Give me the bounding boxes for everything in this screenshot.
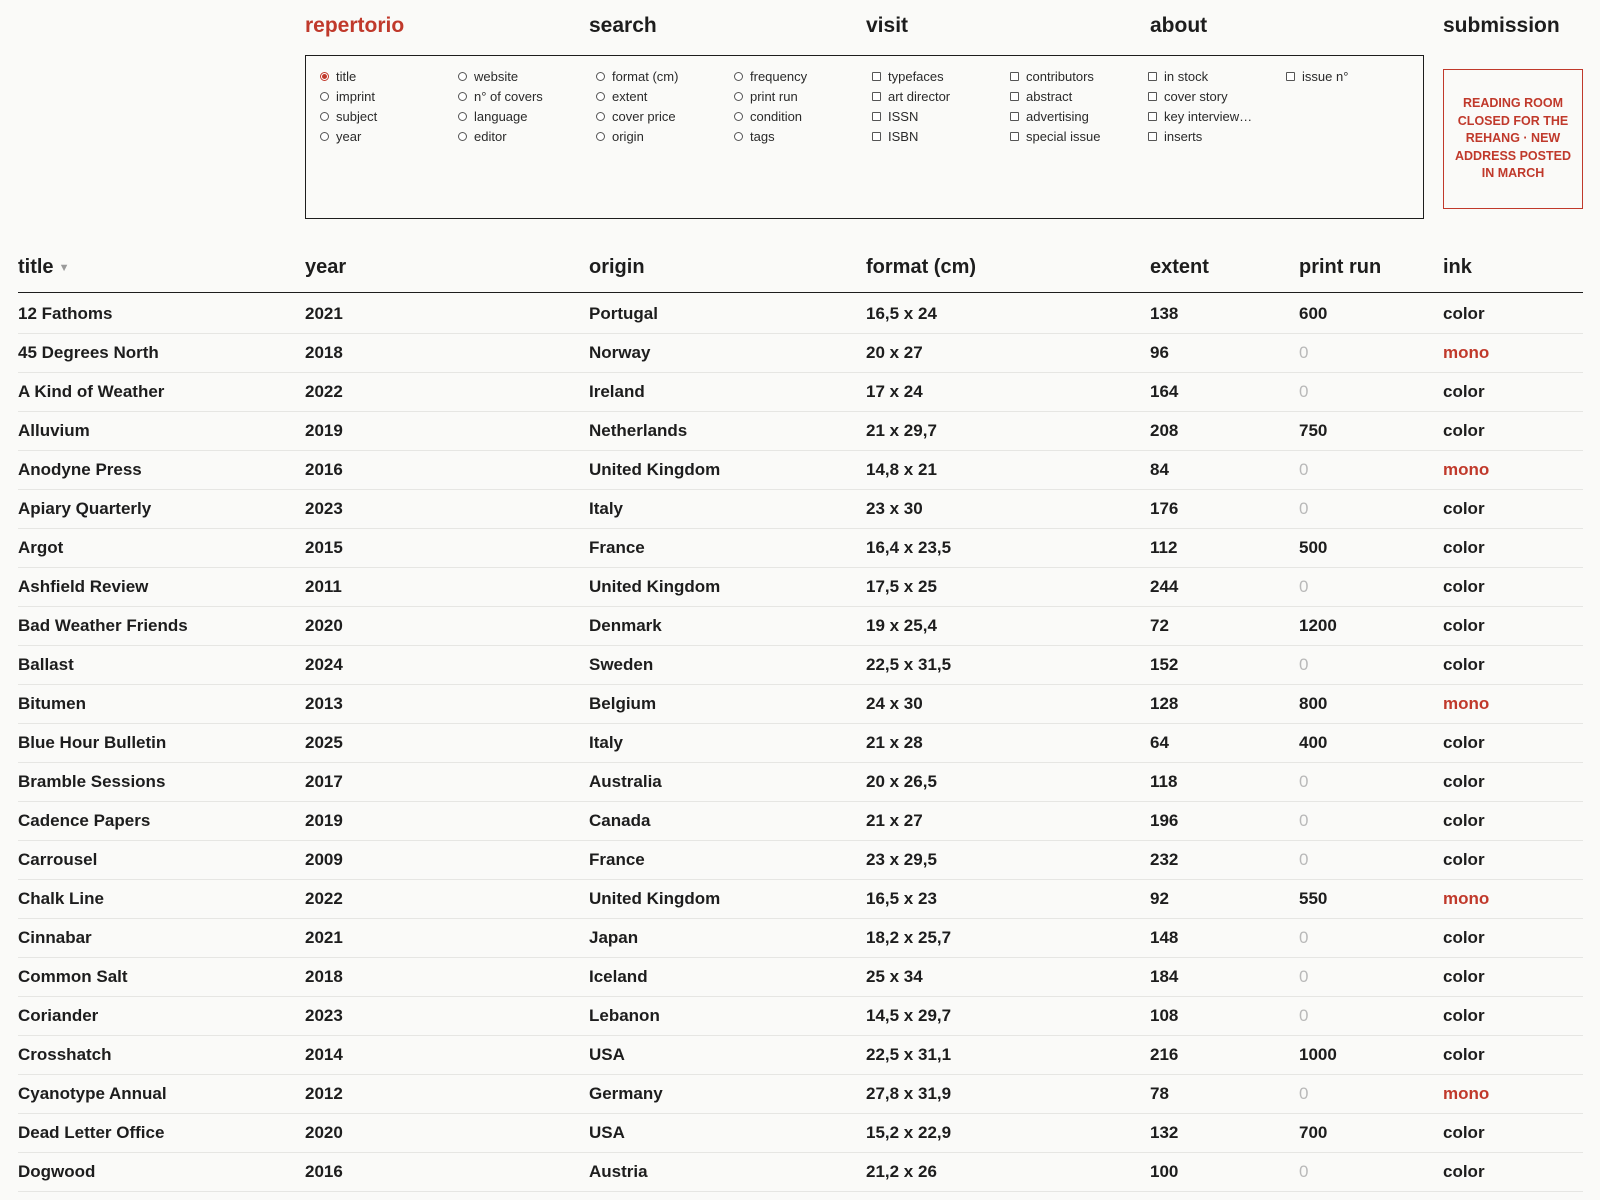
cell-print-run: 0 bbox=[1299, 499, 1309, 518]
cell-extent: 138 bbox=[1150, 304, 1179, 323]
cell-title[interactable]: Crosshatch bbox=[18, 1045, 112, 1064]
cell-origin: France bbox=[589, 538, 645, 557]
notice-text: READING ROOM CLOSED FOR THE REHANG · NEW ADDRESS POSTED IN MARCH bbox=[1455, 96, 1571, 181]
option-label: contributors bbox=[1026, 69, 1094, 84]
option-label: website bbox=[474, 69, 519, 84]
search-option-advertising[interactable] bbox=[1010, 109, 1089, 124]
option-label: issue n° bbox=[1302, 69, 1349, 84]
cell-format: 14,5 x 29,7 bbox=[866, 1006, 952, 1025]
cell-print-run: 0 bbox=[1299, 850, 1309, 869]
search-option-cover-story[interactable] bbox=[1148, 89, 1228, 104]
option-label: year bbox=[336, 129, 362, 144]
cell-origin: United Kingdom bbox=[589, 460, 721, 479]
cell-year: 2012 bbox=[305, 1084, 343, 1103]
cell-format: 20 x 27 bbox=[866, 343, 923, 362]
cell-title[interactable]: Dead Letter Office bbox=[18, 1123, 165, 1142]
table-row[interactable] bbox=[18, 295, 1583, 334]
radio-button[interactable] bbox=[596, 92, 605, 101]
cell-year: 2013 bbox=[305, 694, 343, 713]
checkbox[interactable] bbox=[1010, 92, 1019, 101]
cell-year: 2018 bbox=[305, 967, 343, 986]
radio-button[interactable] bbox=[596, 132, 605, 141]
cell-extent: 100 bbox=[1150, 1162, 1179, 1181]
cell-year: 2025 bbox=[305, 733, 343, 752]
option-label: imprint bbox=[336, 89, 376, 104]
cell-origin: USA bbox=[589, 1045, 625, 1064]
option-label: abstract bbox=[1026, 89, 1073, 104]
cell-origin: Japan bbox=[589, 928, 639, 947]
table-row[interactable] bbox=[18, 724, 1583, 763]
cell-extent: 196 bbox=[1150, 811, 1179, 830]
cell-print-run: 0 bbox=[1299, 382, 1309, 401]
checkbox[interactable] bbox=[1148, 112, 1157, 121]
table-row[interactable] bbox=[18, 529, 1583, 568]
option-label: special issue bbox=[1026, 129, 1101, 144]
cell-title[interactable]: Dogwood bbox=[18, 1162, 96, 1181]
table-row[interactable] bbox=[18, 880, 1583, 919]
cell-print-run: 0 bbox=[1299, 967, 1309, 986]
cell-extent: 176 bbox=[1150, 499, 1179, 518]
option-label: in stock bbox=[1164, 69, 1209, 84]
sort-down-icon[interactable]: ▼ bbox=[58, 262, 70, 274]
cell-origin: Denmark bbox=[589, 616, 662, 635]
nav-search[interactable]: search bbox=[589, 14, 657, 37]
cell-extent: 72 bbox=[1150, 616, 1169, 635]
search-option-n-of-covers[interactable] bbox=[458, 89, 543, 104]
cell-year: 2011 bbox=[305, 577, 342, 596]
search-option-extent[interactable] bbox=[596, 89, 647, 104]
cell-print-run: 0 bbox=[1299, 577, 1309, 596]
cell-ink: color bbox=[1443, 382, 1485, 401]
header-year[interactable]: year bbox=[305, 256, 347, 278]
search-option-subject[interactable] bbox=[320, 109, 377, 124]
cell-format: 21 x 27 bbox=[866, 811, 923, 830]
cell-print-run: 1200 bbox=[1299, 616, 1337, 635]
cell-year: 2009 bbox=[305, 850, 343, 869]
cell-format: 22,5 x 31,1 bbox=[866, 1045, 952, 1064]
checkbox[interactable] bbox=[872, 92, 881, 101]
cell-format: 16,4 x 23,5 bbox=[866, 538, 952, 557]
cell-extent: 108 bbox=[1150, 1006, 1179, 1025]
option-label: inserts bbox=[1164, 129, 1203, 144]
cell-extent: 128 bbox=[1150, 694, 1179, 713]
cell-ink: color bbox=[1443, 616, 1485, 635]
cell-print-run: 500 bbox=[1299, 538, 1328, 557]
checkbox[interactable] bbox=[872, 112, 881, 121]
option-label: extent bbox=[612, 89, 648, 104]
option-label: subject bbox=[336, 109, 378, 124]
table-row[interactable] bbox=[18, 997, 1583, 1036]
cell-title[interactable]: Bramble Sessions bbox=[18, 772, 166, 791]
radio-button[interactable] bbox=[734, 112, 743, 121]
radio-button[interactable] bbox=[734, 132, 743, 141]
cell-print-run: 700 bbox=[1299, 1123, 1328, 1142]
search-option-inserts[interactable] bbox=[1148, 129, 1202, 144]
cell-origin: Lebanon bbox=[589, 1006, 660, 1025]
header-print-run[interactable]: print run bbox=[1299, 256, 1382, 278]
cell-title[interactable]: Ballast bbox=[18, 655, 74, 674]
header-title-label: title bbox=[18, 256, 54, 278]
radio-button[interactable] bbox=[734, 92, 743, 101]
search-option-cover-price[interactable] bbox=[596, 109, 676, 124]
table-row[interactable] bbox=[18, 1075, 1583, 1114]
cell-origin: Netherlands bbox=[589, 421, 688, 440]
table-row[interactable] bbox=[18, 334, 1583, 373]
option-label: cover story bbox=[1164, 89, 1228, 104]
table-row[interactable] bbox=[18, 373, 1583, 412]
cell-extent: 208 bbox=[1150, 421, 1179, 440]
cell-origin: Sweden bbox=[589, 655, 654, 674]
cell-year: 2023 bbox=[305, 1006, 343, 1025]
cell-ink: color bbox=[1443, 811, 1485, 830]
radio-button[interactable] bbox=[596, 72, 605, 81]
cell-format: 21 x 28 bbox=[866, 733, 923, 752]
table-row[interactable] bbox=[18, 607, 1583, 646]
cell-print-run: 0 bbox=[1299, 928, 1309, 947]
option-label: typefaces bbox=[888, 69, 944, 84]
cell-format: 18,2 x 25,7 bbox=[866, 928, 952, 947]
checkbox[interactable] bbox=[1286, 72, 1295, 81]
cell-format: 21 x 29,7 bbox=[866, 421, 937, 440]
cell-title[interactable]: Blue Hour Bulletin bbox=[18, 733, 167, 752]
radio-button[interactable] bbox=[458, 132, 467, 141]
option-label: frequency bbox=[750, 69, 808, 84]
cell-extent: 232 bbox=[1150, 850, 1179, 869]
search-option-special-issue[interactable] bbox=[1010, 129, 1100, 144]
cell-ink: color bbox=[1443, 1162, 1485, 1181]
cell-ink: color bbox=[1443, 928, 1485, 947]
cell-title[interactable]: Alluvium bbox=[18, 421, 90, 440]
table-row[interactable] bbox=[18, 958, 1583, 997]
table-row[interactable] bbox=[18, 1036, 1583, 1075]
cell-ink: color bbox=[1443, 1006, 1485, 1025]
cell-format: 22,5 x 31,5 bbox=[866, 655, 952, 674]
cell-extent: 92 bbox=[1150, 889, 1169, 908]
radio-button[interactable] bbox=[320, 132, 329, 141]
cell-ink: mono bbox=[1443, 694, 1490, 713]
cell-extent: 132 bbox=[1150, 1123, 1179, 1142]
cell-format: 19 x 25,4 bbox=[866, 616, 937, 635]
cell-origin: Italy bbox=[589, 733, 624, 752]
option-label: ISBN bbox=[888, 129, 919, 144]
cell-print-run: 1000 bbox=[1299, 1045, 1337, 1064]
cell-print-run: 400 bbox=[1299, 733, 1328, 752]
option-label: editor bbox=[474, 129, 507, 144]
cell-extent: 84 bbox=[1150, 460, 1169, 479]
cell-ink: color bbox=[1443, 850, 1485, 869]
cell-print-run: 0 bbox=[1299, 655, 1309, 674]
cell-ink: color bbox=[1443, 304, 1485, 323]
option-label: ISSN bbox=[888, 109, 919, 124]
cell-title[interactable]: Bitumen bbox=[18, 694, 86, 713]
search-option-year[interactable] bbox=[320, 129, 361, 144]
table-row[interactable] bbox=[18, 802, 1583, 841]
table-row[interactable] bbox=[18, 646, 1583, 685]
cell-extent: 118 bbox=[1150, 772, 1178, 791]
cell-year: 2015 bbox=[305, 538, 343, 557]
cell-print-run: 0 bbox=[1299, 1162, 1309, 1181]
table-row[interactable] bbox=[18, 1153, 1583, 1192]
cell-format: 17 x 24 bbox=[866, 382, 923, 401]
cell-print-run: 750 bbox=[1299, 421, 1328, 440]
table-row[interactable] bbox=[18, 919, 1583, 958]
cell-extent: 112 bbox=[1150, 538, 1178, 557]
table-row[interactable] bbox=[18, 568, 1583, 607]
cell-format: 17,5 x 25 bbox=[866, 577, 937, 596]
cell-origin: Norway bbox=[589, 343, 651, 362]
cell-year: 2019 bbox=[305, 421, 343, 440]
cell-format: 27,8 x 31,9 bbox=[866, 1084, 952, 1103]
cell-origin: United Kingdom bbox=[589, 889, 721, 908]
cell-origin: Portugal bbox=[589, 304, 658, 323]
radio-button[interactable] bbox=[320, 72, 329, 81]
cell-print-run: 0 bbox=[1299, 343, 1309, 362]
search-option-tags[interactable] bbox=[734, 129, 775, 144]
option-label: tags bbox=[750, 129, 775, 144]
checkbox[interactable] bbox=[1148, 92, 1157, 101]
cell-origin: Iceland bbox=[589, 967, 648, 986]
search-option-website[interactable] bbox=[458, 69, 518, 84]
cell-format: 21,2 x 26 bbox=[866, 1162, 937, 1181]
cell-origin: Germany bbox=[589, 1084, 663, 1103]
search-option-editor[interactable] bbox=[458, 129, 507, 144]
cell-year: 2024 bbox=[305, 655, 343, 674]
option-label: title bbox=[336, 69, 357, 84]
option-label: condition bbox=[750, 109, 803, 124]
cell-extent: 152 bbox=[1150, 655, 1179, 674]
checkbox[interactable] bbox=[1010, 132, 1019, 141]
cell-ink: color bbox=[1443, 1123, 1485, 1142]
search-option-language[interactable] bbox=[458, 109, 528, 124]
cell-title[interactable]: Coriander bbox=[18, 1006, 99, 1025]
cell-year: 2021 bbox=[305, 304, 343, 323]
cell-print-run: 0 bbox=[1299, 460, 1309, 479]
table-row[interactable] bbox=[18, 1114, 1583, 1153]
cell-title[interactable]: Anodyne Press bbox=[18, 460, 142, 479]
option-label: art director bbox=[888, 89, 951, 104]
cell-ink: color bbox=[1443, 421, 1485, 440]
header-format[interactable]: format (cm) bbox=[866, 256, 977, 278]
cell-origin: Canada bbox=[589, 811, 651, 830]
radio-button[interactable] bbox=[458, 112, 467, 121]
cell-title[interactable]: Common Salt bbox=[18, 967, 128, 986]
nav-visit[interactable]: visit bbox=[866, 14, 909, 37]
cell-format: 20 x 26,5 bbox=[866, 772, 937, 791]
cell-title[interactable]: 45 Degrees North bbox=[18, 343, 159, 362]
cell-year: 2020 bbox=[305, 1123, 343, 1142]
header-origin[interactable]: origin bbox=[589, 256, 645, 278]
cell-ink: mono bbox=[1443, 343, 1490, 362]
checkbox[interactable] bbox=[1010, 112, 1019, 121]
cell-year: 2018 bbox=[305, 343, 343, 362]
cell-ink: color bbox=[1443, 538, 1485, 557]
option-label: format (cm) bbox=[612, 69, 679, 84]
cell-format: 25 x 34 bbox=[866, 967, 923, 986]
cell-title[interactable]: Cinnabar bbox=[18, 928, 92, 947]
search-option-key-interview[interactable] bbox=[1148, 109, 1252, 124]
header-extent[interactable]: extent bbox=[1150, 256, 1209, 278]
search-option-imprint[interactable] bbox=[320, 89, 375, 104]
radio-button[interactable] bbox=[320, 92, 329, 101]
cell-year: 2017 bbox=[305, 772, 343, 791]
cell-format: 24 x 30 bbox=[866, 694, 923, 713]
cell-year: 2014 bbox=[305, 1045, 343, 1064]
nav-submission[interactable]: submission bbox=[1443, 14, 1560, 37]
cell-origin: USA bbox=[589, 1123, 625, 1142]
option-label: key interview… bbox=[1164, 109, 1253, 124]
cell-origin: France bbox=[589, 850, 645, 869]
table-row[interactable] bbox=[18, 490, 1583, 529]
cell-print-run: 0 bbox=[1299, 1006, 1309, 1025]
cell-format: 16,5 x 24 bbox=[866, 304, 937, 323]
cell-print-run: 0 bbox=[1299, 811, 1309, 830]
cell-title[interactable]: Chalk Line bbox=[18, 889, 104, 908]
cell-ink: color bbox=[1443, 655, 1485, 674]
cell-origin: United Kingdom bbox=[589, 577, 721, 596]
radio-button[interactable] bbox=[596, 112, 605, 121]
cell-extent: 64 bbox=[1150, 733, 1169, 752]
table-row[interactable] bbox=[18, 685, 1583, 724]
cell-print-run: 0 bbox=[1299, 772, 1309, 791]
cell-extent: 96 bbox=[1150, 343, 1169, 362]
cell-year: 2021 bbox=[305, 928, 343, 947]
cell-print-run: 800 bbox=[1299, 694, 1328, 713]
search-option-frequency[interactable] bbox=[734, 69, 807, 84]
option-label: origin bbox=[612, 129, 644, 144]
search-option-title[interactable] bbox=[320, 69, 356, 84]
cell-year: 2016 bbox=[305, 1162, 343, 1181]
cell-extent: 148 bbox=[1150, 928, 1179, 947]
table-header bbox=[18, 248, 1583, 293]
cell-ink: mono bbox=[1443, 1084, 1490, 1103]
cell-year: 2022 bbox=[305, 889, 343, 908]
cell-title[interactable]: 12 Fathoms bbox=[18, 304, 113, 323]
catalogue-table bbox=[18, 295, 1583, 1200]
search-option-format-cm[interactable] bbox=[596, 69, 678, 84]
radio-button[interactable] bbox=[458, 92, 467, 101]
cell-ink: mono bbox=[1443, 460, 1490, 479]
cell-title[interactable]: Cyanotype Annual bbox=[18, 1084, 167, 1103]
cell-ink: color bbox=[1443, 577, 1485, 596]
cell-ink: color bbox=[1443, 499, 1485, 518]
cell-year: 2022 bbox=[305, 382, 343, 401]
header-title[interactable] bbox=[18, 256, 69, 279]
cell-format: 16,5 x 23 bbox=[866, 889, 937, 908]
cell-year: 2023 bbox=[305, 499, 343, 518]
checkbox[interactable] bbox=[872, 132, 881, 141]
search-option-art-director[interactable] bbox=[872, 89, 950, 104]
checkbox[interactable] bbox=[1148, 132, 1157, 141]
search-option-abstract[interactable] bbox=[1010, 89, 1072, 104]
cell-ink: color bbox=[1443, 772, 1485, 791]
radio-button[interactable] bbox=[458, 72, 467, 81]
option-label: n° of covers bbox=[474, 89, 543, 104]
search-option-isbn[interactable] bbox=[872, 129, 918, 144]
cell-title[interactable]: Ashfield Review bbox=[18, 577, 149, 596]
cell-title[interactable]: Bad Weather Friends bbox=[18, 616, 188, 635]
search-options-panel bbox=[305, 55, 1424, 219]
table-row[interactable] bbox=[18, 841, 1583, 880]
search-option-condition[interactable] bbox=[734, 109, 802, 124]
option-label: print run bbox=[750, 89, 798, 104]
cell-origin: Italy bbox=[589, 499, 624, 518]
cell-print-run: 550 bbox=[1299, 889, 1328, 908]
checkbox[interactable] bbox=[1148, 72, 1157, 81]
search-option-print-run[interactable] bbox=[734, 89, 798, 104]
cell-year: 2020 bbox=[305, 616, 343, 635]
nav-about[interactable]: about bbox=[1150, 14, 1208, 37]
cell-format: 23 x 29,5 bbox=[866, 850, 937, 869]
cell-extent: 184 bbox=[1150, 967, 1179, 986]
nav-repertorio[interactable]: repertorio bbox=[305, 14, 405, 37]
search-option-issn[interactable] bbox=[872, 109, 918, 124]
table-row[interactable] bbox=[18, 451, 1583, 490]
search-option-typefaces[interactable] bbox=[872, 69, 944, 84]
cell-origin: Australia bbox=[589, 772, 662, 791]
cell-ink: color bbox=[1443, 733, 1485, 752]
cell-extent: 216 bbox=[1150, 1045, 1179, 1064]
header-ink[interactable]: ink bbox=[1443, 256, 1472, 278]
radio-button[interactable] bbox=[320, 112, 329, 121]
radio-button[interactable] bbox=[734, 72, 743, 81]
checkbox[interactable] bbox=[1010, 72, 1019, 81]
reading-room-notice bbox=[1443, 69, 1583, 209]
option-label: language bbox=[474, 109, 528, 124]
cell-extent: 164 bbox=[1150, 382, 1179, 401]
cell-print-run: 0 bbox=[1299, 1084, 1309, 1103]
checkbox[interactable] bbox=[872, 72, 881, 81]
cell-print-run: 600 bbox=[1299, 304, 1328, 323]
table-row[interactable] bbox=[18, 412, 1583, 451]
option-label: cover price bbox=[612, 109, 676, 124]
cell-extent: 244 bbox=[1150, 577, 1179, 596]
cell-origin: Ireland bbox=[589, 382, 645, 401]
cell-title[interactable]: Argot bbox=[18, 538, 64, 557]
search-option-in-stock[interactable] bbox=[1148, 69, 1208, 84]
cell-year: 2019 bbox=[305, 811, 343, 830]
cell-title[interactable]: Apiary Quarterly bbox=[18, 499, 152, 518]
cell-ink: color bbox=[1443, 1045, 1485, 1064]
table-row[interactable] bbox=[18, 763, 1583, 802]
cell-title[interactable]: Carrousel bbox=[18, 850, 98, 869]
cell-format: 15,2 x 22,9 bbox=[866, 1123, 952, 1142]
cell-extent: 78 bbox=[1150, 1084, 1169, 1103]
search-option-contributors[interactable] bbox=[1010, 69, 1094, 84]
cell-format: 14,8 x 21 bbox=[866, 460, 937, 479]
cell-origin: Belgium bbox=[589, 694, 657, 713]
cell-year: 2016 bbox=[305, 460, 343, 479]
search-option-issue-n[interactable] bbox=[1286, 69, 1348, 84]
search-option-origin[interactable] bbox=[596, 129, 644, 144]
cell-ink: mono bbox=[1443, 889, 1490, 908]
cell-ink: color bbox=[1443, 967, 1485, 986]
cell-title[interactable]: A Kind of Weather bbox=[18, 382, 165, 401]
option-label: advertising bbox=[1026, 109, 1089, 124]
cell-title[interactable]: Cadence Papers bbox=[18, 811, 151, 830]
cell-origin: Austria bbox=[589, 1162, 648, 1181]
cell-format: 23 x 30 bbox=[866, 499, 923, 518]
